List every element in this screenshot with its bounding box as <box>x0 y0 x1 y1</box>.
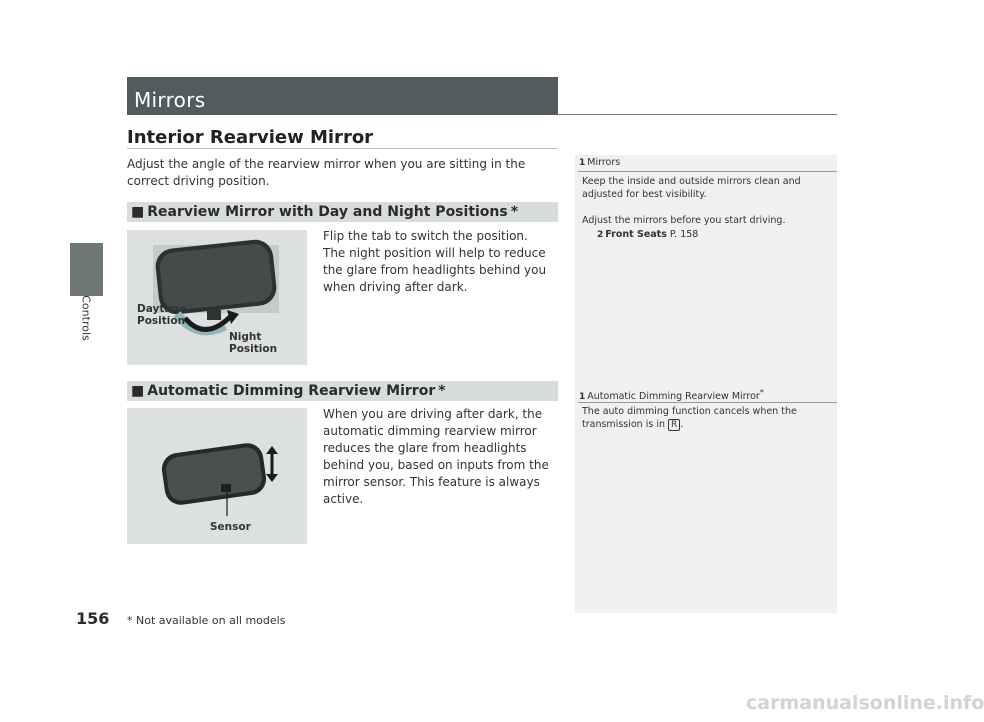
note-auto-dimming-text <box>582 405 822 431</box>
asterisk-marker: * <box>759 388 764 397</box>
note-auto-dimming-body: The auto dimming function cancels when the transmission is in <box>582 406 797 430</box>
crossref-title[interactable]: Front Seats <box>605 229 667 240</box>
day-night-mirror-illustration <box>127 230 307 365</box>
note-marker-icon: 1 <box>579 392 586 403</box>
section-intro: Adjust the angle of the rearview mirror when you are sitting in the correct driving position. <box>127 157 526 188</box>
note-mirrors-text-1: Keep the inside and outside mirrors clean and adjusted for best visibility. <box>582 176 801 200</box>
cross-reference-icon: 2 <box>597 230 604 240</box>
chapter-side-tab <box>70 243 103 296</box>
page-number: 156 <box>76 609 110 628</box>
asterisk-marker: * <box>438 383 446 399</box>
note-rule <box>578 402 837 403</box>
chapter-title: Mirrors <box>134 88 206 112</box>
square-bullet-icon: ■ <box>131 204 145 220</box>
day-night-text-2: The night position will help to reduce the glare from headlights behind you when driving after dark. <box>323 246 547 294</box>
day-night-mirror-figure <box>127 230 307 365</box>
note-mirrors-text-2: Adjust the mirrors before you start driving. <box>582 215 786 226</box>
daytime-label-line1: Daytime <box>137 303 187 315</box>
note-mirrors-crossref[interactable] <box>597 228 837 242</box>
daytime-position-label <box>137 303 186 327</box>
day-night-text-block <box>323 228 558 296</box>
section-title: Interior Rearview Mirror <box>127 127 374 148</box>
crossref-page[interactable]: P. 158 <box>669 229 699 240</box>
note-head-text: Mirrors <box>587 157 621 168</box>
note-head-auto-dimming <box>579 388 764 402</box>
note-head-text: Automatic Dimming Rearview Mirror <box>587 391 760 403</box>
night-label-line1: Night <box>229 331 262 343</box>
subsection-heading: Rearview Mirror with Day and Night Positions <box>147 204 508 220</box>
note-head-mirrors <box>579 157 620 168</box>
sensor-label: Sensor <box>210 521 251 533</box>
section-rule <box>127 148 558 149</box>
watermark: carmanualsonline.info <box>746 692 984 714</box>
footnote: * Not available on all models <box>127 614 286 627</box>
day-night-text-1: Flip the tab to switch the position. <box>323 229 528 243</box>
asterisk-marker: * <box>510 204 519 220</box>
daytime-label-line2: Position <box>137 315 186 327</box>
chapter-rule <box>558 114 837 115</box>
square-bullet-icon: ■ <box>131 383 145 399</box>
night-position-label <box>229 331 277 355</box>
subsection-title-auto-dimming <box>131 383 446 399</box>
sidebar-label: Controls <box>79 295 93 341</box>
auto-dimming-mirror-figure <box>127 408 307 544</box>
gear-r-key-icon: R <box>668 419 680 431</box>
subsection-title-day-night <box>131 204 518 220</box>
note-rule <box>578 171 837 172</box>
night-label-line2: Position <box>229 343 278 355</box>
subsection-heading: Automatic Dimming Rearview Mirror <box>147 383 436 399</box>
note-marker-icon: 1 <box>579 158 586 168</box>
note-end-punct: . <box>680 419 684 430</box>
auto-dimming-text: When you are driving after dark, the automatic dimming rearview mirror reduces the glare from headlights behind you, based on inputs from the mirror sensor. This feature is always active. <box>323 407 549 506</box>
